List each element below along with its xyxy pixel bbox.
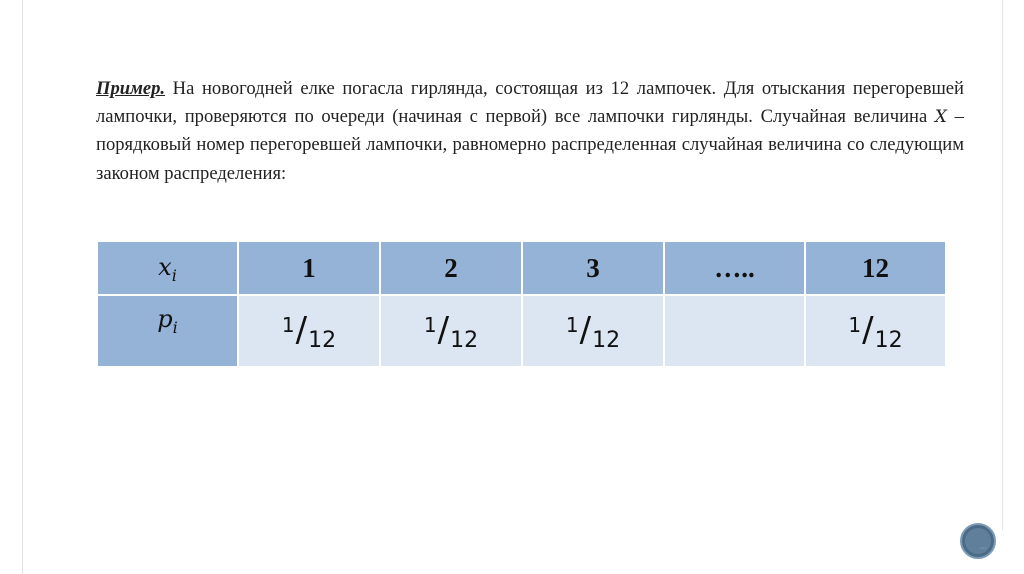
table-row-values [97,241,946,295]
fraction-numerator: 1 [423,312,437,337]
table-row-probabilities [97,295,946,367]
value-cell-3: 3 [522,241,664,295]
fraction-denominator: 12 [450,327,479,353]
prob-cell-empty [664,295,805,367]
p-symbol: p [157,305,173,333]
x-symbol: x [158,253,172,281]
value-cell-1: 1 [238,241,380,295]
fraction-denominator: 12 [308,327,337,353]
paragraph-dash: – [947,106,964,127]
fraction-denominator: 12 [592,327,621,353]
row-label-x [97,241,238,295]
fraction-numerator: 1 [281,312,295,337]
prob-cell-3 [522,295,664,367]
paragraph-text-2: порядковый номер перегоревшей лампочки, равномерно распределенная случайная величина со следующим законом распределения: [96,134,964,184]
fraction-numerator: 1 [565,312,579,337]
x-subscript: i [171,266,177,285]
value-cell-ellipsis: ….. [664,241,805,295]
example-paragraph [96,75,964,189]
prob-cell-12 [805,295,946,367]
fraction-denominator: 12 [874,327,903,353]
fraction: 1/12 [848,309,903,353]
fraction-numerator: 1 [848,312,862,337]
paragraph-text-1: На новогодней елке погасла гирлянда, состоящая из 12 лампочек. Для отыскания перегоревшей лампочки, проверяются по очереди (начиная с первой) все лампочки гирлянды. Случайная величина [96,77,964,127]
prob-cell-2 [380,295,522,367]
random-variable-x: X [934,107,948,127]
row-label-p [97,295,238,367]
fraction: 1/12 [281,309,337,353]
value-cell-2: 2 [380,241,522,295]
left-divider [22,0,23,574]
right-divider [1002,0,1003,530]
value-cell-12: 12 [805,241,946,295]
fraction: 1/12 [423,309,479,353]
example-label: Пример. [96,77,166,99]
fraction: 1/12 [565,309,621,353]
p-subscript: i [172,318,178,337]
distribution-table [96,240,947,368]
prob-cell-1 [238,295,380,367]
circle-nav-icon[interactable]: ⋯ [960,523,996,559]
